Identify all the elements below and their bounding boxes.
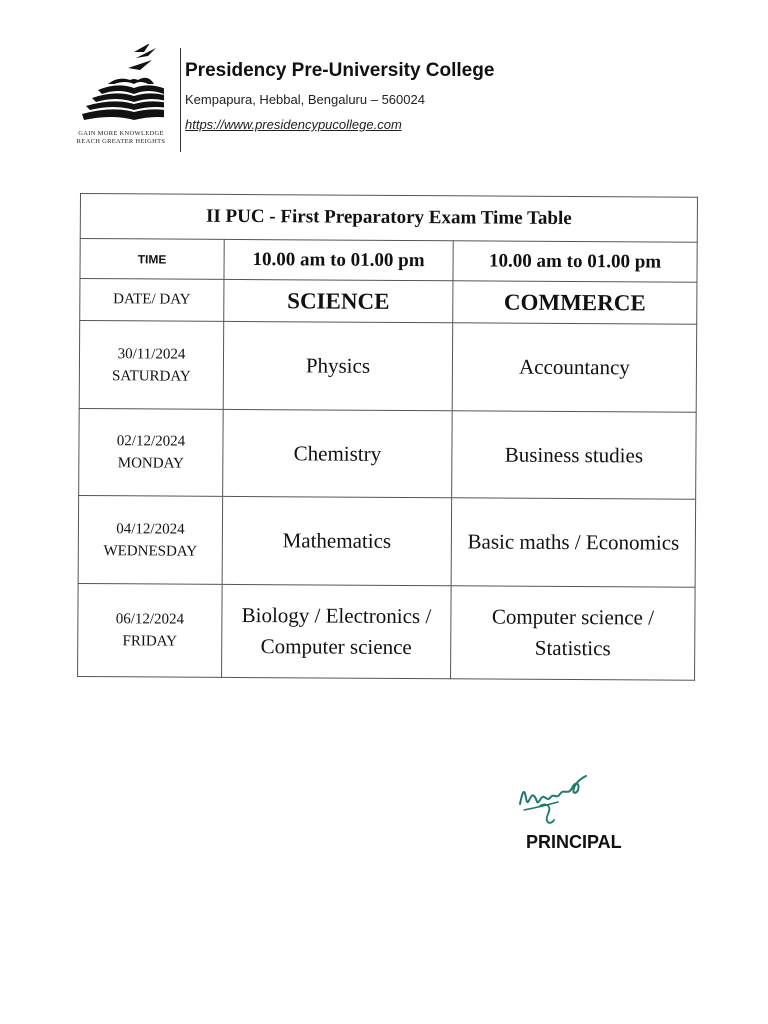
commerce-subject: Computer science / Statistics <box>451 586 696 680</box>
exam-date: 30/11/2024 <box>117 345 186 363</box>
table-row <box>78 495 696 587</box>
college-logo <box>66 44 176 156</box>
date-day-label: DATE/ DAY <box>80 279 224 322</box>
commerce-subject: Business studies <box>452 411 697 499</box>
exam-date: 06/12/2024 <box>115 611 185 628</box>
commerce-stream-header: COMMERCE <box>453 281 697 324</box>
timetable-title: II PUC - First Preparatory Exam Time Table <box>80 194 697 243</box>
commerce-time: 10.00 am to 01.00 pm <box>453 241 697 282</box>
science-subject: Chemistry <box>223 409 453 497</box>
stream-row <box>80 279 697 325</box>
date-day-cell <box>79 408 224 496</box>
time-row <box>80 239 697 283</box>
college-website-link[interactable]: https://www.presidencypucollege.com <box>185 117 402 132</box>
science-stream-header: SCIENCE <box>224 279 453 322</box>
science-subject: Mathematics <box>222 496 452 585</box>
exam-timetable <box>77 193 697 679</box>
science-subject: Physics <box>223 321 453 410</box>
science-subject: Biology / Electronics / Computer science <box>222 584 452 678</box>
science-time: 10.00 am to 01.00 pm <box>224 239 453 280</box>
college-name: Presidency Pre-University College <box>185 60 495 81</box>
header-divider <box>180 48 181 152</box>
table-row <box>79 408 697 499</box>
principal-title: PRINCIPAL <box>526 832 622 852</box>
date-day-cell <box>79 321 224 410</box>
table-row <box>79 321 697 413</box>
commerce-subject: Basic maths / Economics <box>451 498 696 587</box>
principal-signature <box>514 766 594 836</box>
exam-day: SATURDAY <box>112 367 191 385</box>
title-row <box>80 194 697 243</box>
date-day-cell <box>78 495 223 584</box>
exam-day: MONDAY <box>117 455 184 472</box>
exam-date: 02/12/2024 <box>116 433 186 450</box>
time-label: TIME <box>80 239 224 280</box>
date-day-cell <box>78 583 223 677</box>
exam-day: FRIDAY <box>122 633 178 650</box>
commerce-subject: Accountancy <box>452 323 697 412</box>
college-address: Kempapura, Hebbal, Bengaluru – 560024 <box>185 92 425 107</box>
exam-day: WEDNESDAY <box>103 542 198 560</box>
table-row <box>78 583 696 680</box>
timetable-table <box>77 193 698 681</box>
college-motto: GAIN MORE KNOWLEDGE REACH GREATER HEIGHTS <box>76 130 166 145</box>
book-and-birds-emblem <box>78 44 164 128</box>
exam-date: 04/12/2024 <box>116 520 185 538</box>
